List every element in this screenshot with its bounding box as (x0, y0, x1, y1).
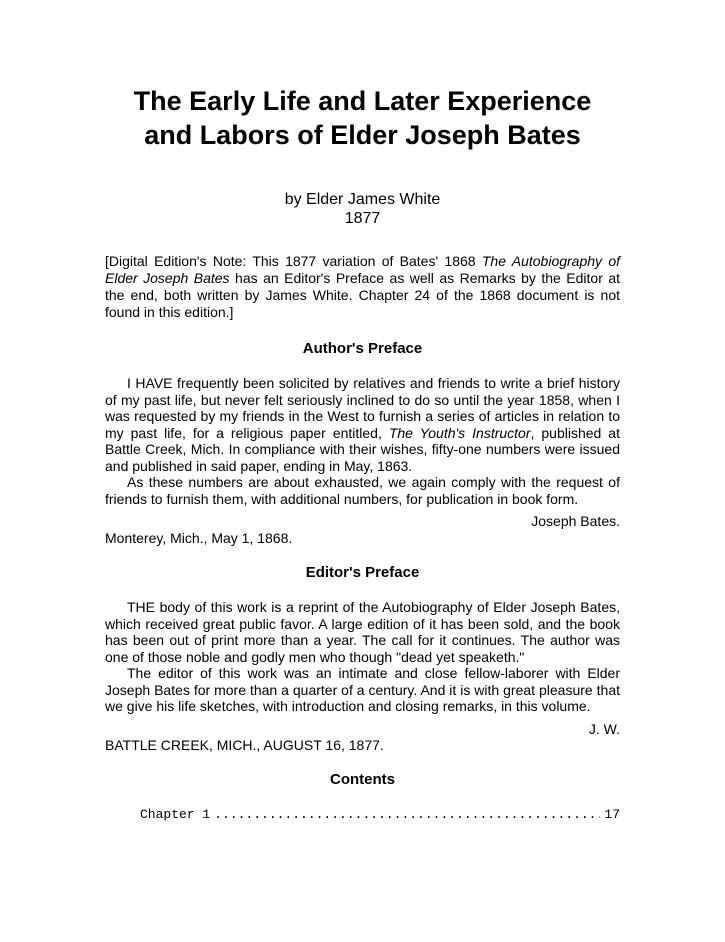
byline-author: by Elder James White (284, 191, 441, 208)
digital-edition-note (105, 253, 620, 321)
toc-entry-page[interactable]: 17 (604, 806, 620, 822)
note-text-1: [Digital Edition's Note: This 1877 variation of Bates' 1868 (105, 253, 482, 269)
authors-preface-signature: Joseph Bates. (531, 513, 620, 529)
document-page (105, 84, 620, 823)
document-title (105, 84, 620, 152)
editors-preface-heading: Editor's Preface (305, 564, 420, 581)
ap-p1-text-1: I HAVE frequently been solicited by relatives and friends to write a brief history of my past life, but never felt seriously inclined to do so until the year 1858, when I was requested by my friends in the West to furnish a series of articles in relation to my past life, for a religious paper entitled, (105, 375, 620, 441)
authors-preface-heading: Author's Preface (302, 340, 423, 357)
note-text-2: has an Editor's Preface as well as Remarks by the Editor at the end, both written by James White. Chapter 24 of the 1868 document is not found in this edition.] (105, 270, 620, 320)
contents-heading: Contents (330, 770, 395, 788)
byline-year: 1877 (344, 210, 381, 227)
title-line-2: and Labors of Elder Joseph Bates (144, 120, 581, 150)
ap-p1-text-2: , published at Battle Creek, Mich. In compliance with their wishes, fifty-one numbers were issued and published in said paper, ending in May, 1863. (105, 424, 620, 474)
byline (105, 190, 620, 228)
ap-p1-italic: The Youth's Instructor (388, 424, 531, 441)
authors-preface-paragraph-2: As these numbers are about exhausted, we again comply with the request of friends to furnish them, with additional numbers, for publication in book form. (105, 474, 620, 507)
authors-preface-dateline: Monterey, Mich., May 1, 1868. (105, 529, 293, 546)
authors-preface-paragraph-1 (105, 375, 620, 474)
toc-entry-chapter-1[interactable] (105, 807, 620, 823)
note-italic-title: The Autobiography of Elder Joseph Bates (105, 253, 620, 286)
editors-preface-paragraph-2: The editor of this work was an intimate and close fellow-laborer with Elder Joseph Bates for more than a quarter of a century. And it is with great pleasure that we give his life sketches, with introduction and closing remarks, in this volume. (105, 665, 620, 714)
editors-preface-body (105, 599, 620, 715)
editors-preface-dateline: BATTLE CREEK, MICH., AUGUST 16, 1877. (105, 737, 384, 753)
authors-preface-body (105, 375, 620, 507)
editors-preface-signature: J. W. (588, 720, 620, 737)
editors-preface-paragraph-1: THE body of this work is a reprint of the Autobiography of Elder Joseph Bates, which received great public favor. A large edition of it has been sold, and the book has been out of print more than a year. The call for it continues. The author was one of those noble and godly men who though "dead yet speaketh." (105, 599, 620, 665)
toc-leader-dots (214, 807, 600, 823)
toc-entry-label[interactable]: Chapter 1 (140, 806, 211, 822)
title-line-1: The Early Life and Later Experience (133, 86, 592, 116)
